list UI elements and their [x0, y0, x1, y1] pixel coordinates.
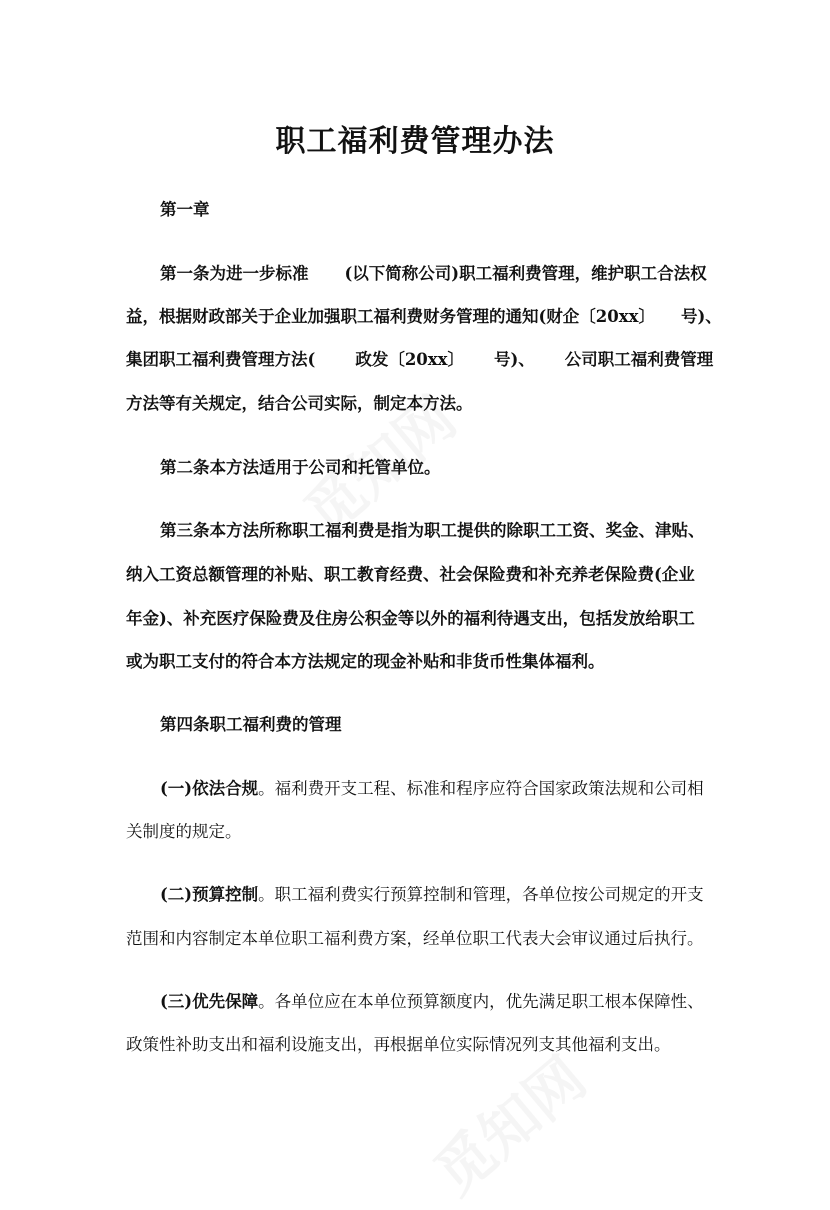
item-label: (一)依法合规	[160, 779, 259, 798]
item-label: (三)优先保障	[160, 992, 259, 1011]
item-1-line-1	[160, 777, 704, 801]
article-3-line-1: 第三条本方法所称职工福利费是指为职工提供的除职工工资、奖金、津贴、	[160, 521, 705, 540]
item-2-line-1	[160, 883, 704, 907]
article-1-line-1	[160, 262, 707, 286]
text-segment: 号)、	[680, 307, 722, 326]
article-4-heading: 第四条职工福利费的管理	[160, 715, 342, 734]
text-segment: 益，根据财政部关于企业加强职工福利费财务管理的通知(财企〔20xx〕	[126, 307, 655, 326]
text-segment: (以下简称公司)职工福利费管理，维护职工合法权	[344, 264, 707, 283]
chapter-heading: 第一章	[160, 200, 210, 219]
text-segment: 。职工福利费实行预算控制和管理，各单位按公司规定的开支	[258, 885, 704, 904]
article-1-line-2	[126, 305, 722, 329]
text-segment: 。福利费开支工程、标准和程序应符合国家政策法规和公司相	[258, 779, 704, 798]
text-segment: 集团职工福利费管理方法(	[126, 350, 316, 369]
item-label: (二)预算控制	[160, 885, 259, 904]
article-3-line-4: 或为职工支付的符合本方法规定的现金补贴和非货币性集体福利。	[126, 652, 605, 671]
article-3-line-2: 纳入工资总额管理的补贴、职工教育经费、社会保险费和补充养老保险费(企业	[126, 565, 695, 584]
article-1-line-3	[126, 348, 713, 372]
text-segment: 。各单位应在本单位预算额度内，优先满足职工根本保障性、	[258, 992, 704, 1011]
item-1-line-2: 关制度的规定。	[126, 822, 242, 841]
document-title: 职工福利费管理办法	[275, 124, 555, 159]
article-3-line-3: 年金)、补充医疗保险费及住房公积金等以外的福利待遇支出，包括发放给职工	[126, 609, 695, 628]
item-3-line-1	[160, 990, 704, 1014]
item-2-line-2: 范围和内容制定本单位职工福利费方案，经单位职工代表大会审议通过后执行。	[126, 929, 704, 948]
text-segment: 政发〔20xx〕	[355, 350, 464, 369]
item-3-line-2: 政策性补助支出和福利设施支出，再根据单位实际情况列支其他福利支出。	[126, 1035, 671, 1054]
watermark	[413, 1034, 600, 1210]
article-2: 第二条本方法适用于公司和托管单位。	[160, 458, 441, 477]
text-segment: 公司职工福利费管理	[564, 350, 714, 369]
text-segment: 号)、	[493, 350, 535, 369]
article-1-line-4: 方法等有关规定，结合公司实际，制定本方法。	[126, 394, 473, 413]
text-segment: 第一条为进一步标准	[160, 264, 309, 283]
